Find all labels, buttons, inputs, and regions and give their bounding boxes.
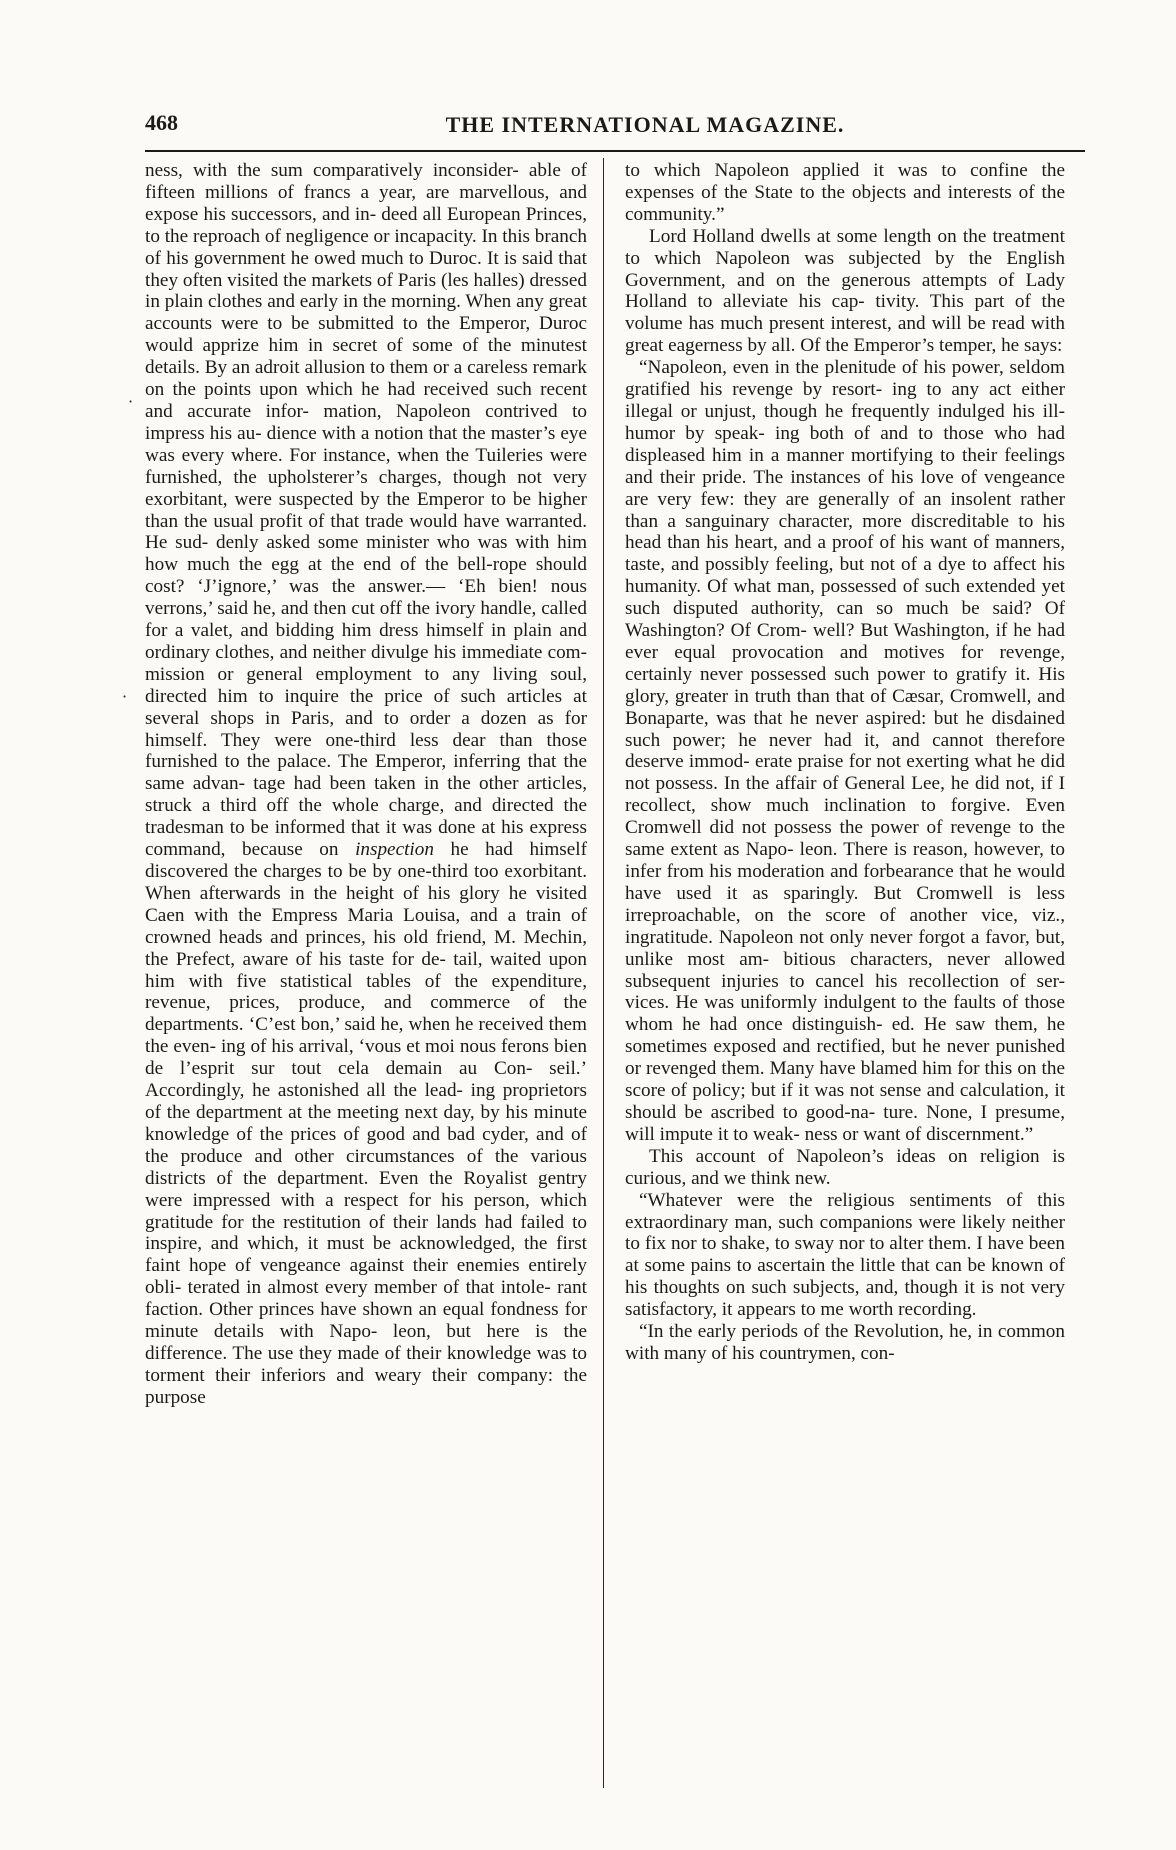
margin-mark: · (122, 687, 128, 706)
italic-word: inspection (355, 839, 434, 861)
column-divider (603, 158, 604, 1788)
page-number: 468 (145, 110, 178, 135)
page-header (145, 98, 1085, 138)
page (145, 98, 1085, 1798)
right-paragraph-1: to which Napoleon applied it was to confine the expenses of the State to the objects and interests of the community.” (625, 160, 1065, 225)
right-column (625, 160, 1065, 1365)
header-rule (145, 150, 1085, 152)
right-paragraph-6: “In the early periods of the Revolution, he, in common with many of his countrymen, con- (625, 1321, 1065, 1364)
right-paragraph-3: “Napoleon, even in the plenitude of his power, seldom gratified his revenge by resort- ing to any act either illegal or unjust, though he frequently indulged his ill-humor by speak- ing both of and to those who had displeased him in a manner mortifying to their feelings and their pride. The instances of his love of vengeance are very few: they are generally of an insolent rather than a sanguinary character, more discreditable to his head than his heart, and a proof of his want of manners, taste, and possibly feeling, but not of a dye to affect his humanity. Of what man, possessed of such extended yet such disputed authority, can so much be said? Of Washington? Of Crom- well? But Washington, if he had ever equal provocation and motives for revenge, certainly never possessed such power to gratify it. His glory, greater in truth than that of Cæsar, Cromwell, and Bonaparte, was that he never aspired: but he disdained such power; he never had it, and cannot therefore deserve immod- erate praise for not exerting what he did not possess. In the affair of General Lee, he did not, if I recollect, show much inclination to forgive. Even Cromwell did not possess the power of revenge to the same extent as Napo- leon. There is reason, however, to infer from his moderation and forbearance that he would have used it as sparingly. But Cromwell is less irreproachable, on the score of another vice, viz., ingratitude. Napoleon not only never forgot a favor, but, unlike most am- bitious characters, never allowed subsequent injuries to cancel his recollection of ser- vices. He was uniformly indulgent to the faults of those whom he had once distinguish- ed. He saw them, he sometimes exposed and rectified, but he never punished or revenged them. Many have blamed him for this on the score of policy; but if it was not sense and calculation, it should be ascribed to good-na- ture. None, I presume, will impute it to weak- ness or want of discernment.” (625, 357, 1065, 1145)
right-paragraph-4: This account of Napoleon’s ideas on religion is curious, and we think new. (625, 1145, 1065, 1189)
right-paragraph-5: “Whatever were the religious sentiments of this extraordinary man, such companions were likely neither to fix nor to shake, to sway nor to alter them. I have been at some pains to ascertain the little that can be known of his thoughts on such subjects, and, though it is not very satisfactory, it appears to me worth recording. (625, 1189, 1065, 1321)
left-paragraph (145, 160, 587, 1409)
left-paragraph-text-b: he had himself discovered the charges to be by one-third too exorbitant. When afterwards in the height of his glory he visited Caen with the Empress Maria Louisa, and a train of crowned heads and princes, his old friend, M. Mechin, the Prefect, aware of his taste for de- tail, waited upon him with five statistical tables of the expenditure, revenue, prices, produce, and commerce of the departments. ‘C’est bon,’ said he, when he received them the even- ing of his arrival, ‘vous et moi nous ferons bien de l’esprit sur tout cela demain au Con- seil.’ Accordingly, he astonished all the lead- ing proprietors of the department at the meeting next day, by his minute knowledge of the prices of good and bad cyder, and of the produce and other circumstances of the various districts of the department. Even the Royalist gentry were impressed with a respect for his person, which gratitude for the restitution of their lands had failed to inspire, and which, it must be acknowledged, the first faint hope of vengeance against their enemies entirely obli- terated in almost every member of that intole- rant faction. Other princes have shown an equal fondness for minute details with Napo- leon, but here is the difference. The use they made of their knowledge was to torment their inferiors and weary their company: the purpose (145, 839, 587, 1408)
left-column (145, 160, 587, 1409)
running-title: THE INTERNATIONAL MAGAZINE. (445, 112, 845, 137)
right-paragraph-2: Lord Holland dwells at some length on the treatment to which Napoleon was subjected by the English Government, and on the generous attempts of Lady Holland to alleviate his cap- tivity. This part of the volume has much present interest, and will be read with great eagerness by all. Of the Emperor’s temper, he says: (625, 225, 1065, 357)
left-paragraph-text-a: ness, with the sum comparatively inconsider- able of fifteen millions of francs a year, are marvellous, and expose his successors, and in- deed all European Princes, to the reproach of negligence or incapacity. In this branch of his government he owed much to Duroc. It is said that they often visited the markets of Paris (les halles) dressed in plain clothes and early in the morning. When any great accounts were to be submitted to the Emperor, Duroc would apprize him in secret of some of the minutest details. By an adroit allusion to them or a careless remark on the points upon which he had received such recent and accurate infor- mation, Napoleon contrived to impress his au- dience with a notion that the master’s eye was every where. For instance, when the Tuileries were furnished, the upholsterer’s charges, though not very exorbitant, were suspected by the Emperor to be higher than the usual profit of that trade would have warranted. He sud- denly asked some minister who was with him how much the egg at the end of the bell-rope should cost? ‘J’ignore,’ was the answer.— ‘Eh bien! nous verrons,’ said he, and then cut off the ivory handle, called for a valet, and bidding him dress himself in plain and ordinary clothes, and neither divulge his immediate com- mission or general employment to any living soul, directed him to inquire the price of such articles at several shops in Paris, and to order a dozen as for himself. They were one-third less dear than those furnished to the palace. The Emperor, inferring that the same advan- tage had been taken in the other articles, struck a third off the whole charge, and directed the tradesman to be informed that it was done at his express command, because on (145, 160, 588, 861)
margin-mark: · (128, 392, 134, 411)
